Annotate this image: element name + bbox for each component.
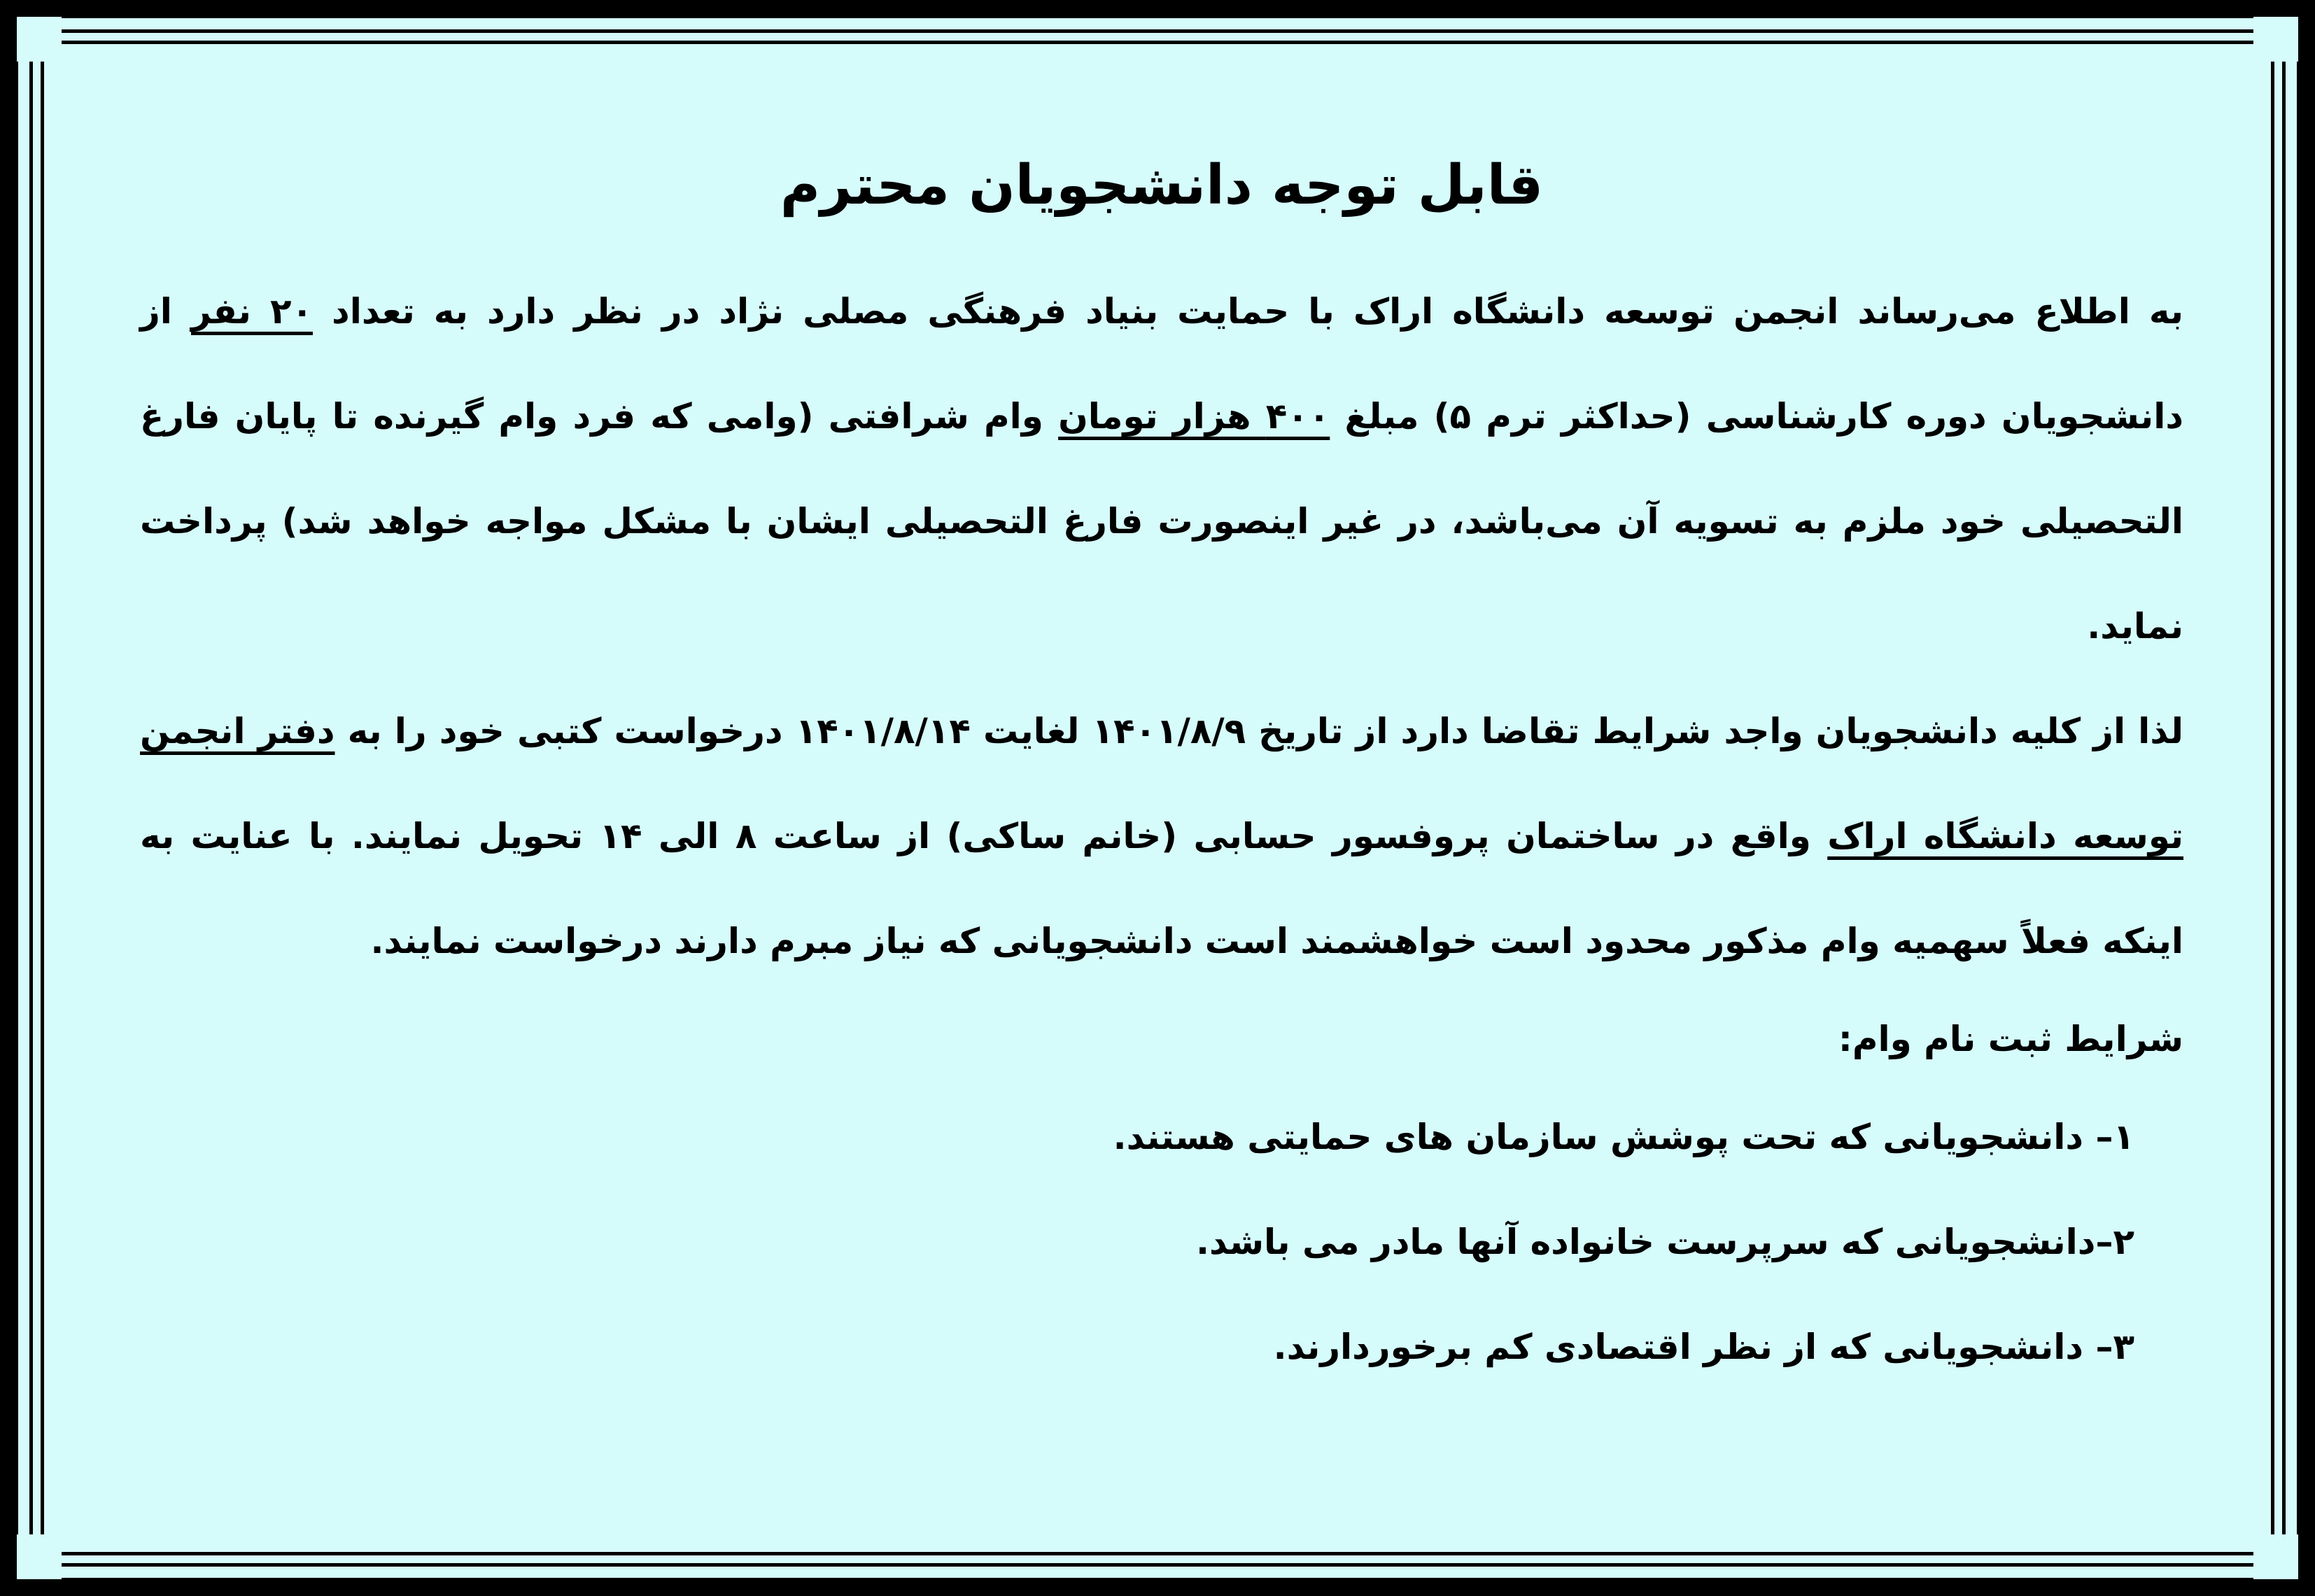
frame-corner-top-left xyxy=(13,13,62,62)
frame-left-bar xyxy=(0,0,18,1596)
frame-right-bar xyxy=(2297,0,2315,1596)
loan-amount-highlight: ۴۰۰ هزار تومان xyxy=(1058,396,1330,437)
paragraph-2-text-a: لذا از کلیه دانشجویان واجد شرایط تقاضا دارد از تاریخ ۱۴۰۱/۸/۹ لغایت ۱۴۰۱/۸/۱۴ درخواست کتبی خود را به xyxy=(335,711,2183,751)
notice-paragraph-2 xyxy=(140,679,2183,994)
paragraph-1-text-a: به اطلاع می‌رساند انجمن توسعه دانشگاه اراک با حمایت بنیاد فرهنگی مصلی نژاد در نظر دارد به تعداد xyxy=(312,291,2184,332)
condition-item: ۱– دانشجویانی که تحت پوشش سازمان های حمایتی هستند. xyxy=(1113,1117,2134,1157)
frame-bottom-bar xyxy=(0,1578,2315,1596)
paragraph-1-text-b: از دانشجویان دوره کارشناسی (حداکثر ترم ۵) مبلغ xyxy=(140,291,2183,437)
paragraph-2-text-b: واقع در ساختمان پروفسور حسابی (خانم ساکی) از ساعت ۸ الی ۱۴ تحویل نمایند. با عنایت به اینکه فعلاً سهمیه وام مذکور محدود است خواهشمند است دانشجویانی که نیاز مبرم دارند درخواست نمایند. xyxy=(140,816,2183,961)
condition-item: ۲–دانشجویانی که سرپرست خانواده آنها مادر می باشد. xyxy=(1195,1222,2134,1262)
conditions-heading: شرایط ثبت نام وام: xyxy=(1838,1019,2183,1059)
office-name-highlight: دفتر انجمن توسعه دانشگاه اراک xyxy=(140,711,2183,856)
frame-corner-bottom-right xyxy=(2253,1534,2302,1583)
frame-top-bar xyxy=(0,0,2315,18)
frame-corner-bottom-left xyxy=(13,1534,62,1583)
notice-paragraph-1 xyxy=(140,259,2183,679)
paragraph-1-text-c: وام شرافتی (وامی که فرد وام گیرنده تا پایان فارغ التحصیلی خود ملزم به تسویه آن می‌باشد، در غیر اینصورت فارغ التحصیلی ایشان با مشکل مواجه خواهد شد) پرداخت نماید. xyxy=(140,396,2183,647)
notice-content xyxy=(140,140,2183,1399)
conditions-list xyxy=(140,1085,2134,1399)
student-count-highlight: ۲۰ نفر xyxy=(191,291,313,332)
frame-corner-top-right xyxy=(2253,13,2302,62)
notice-title: قابل توجه دانشجویان محترم xyxy=(780,154,1544,217)
condition-item: ۳– دانشجویانی که از نظر اقتصادی کم برخوردارند. xyxy=(1273,1327,2134,1367)
